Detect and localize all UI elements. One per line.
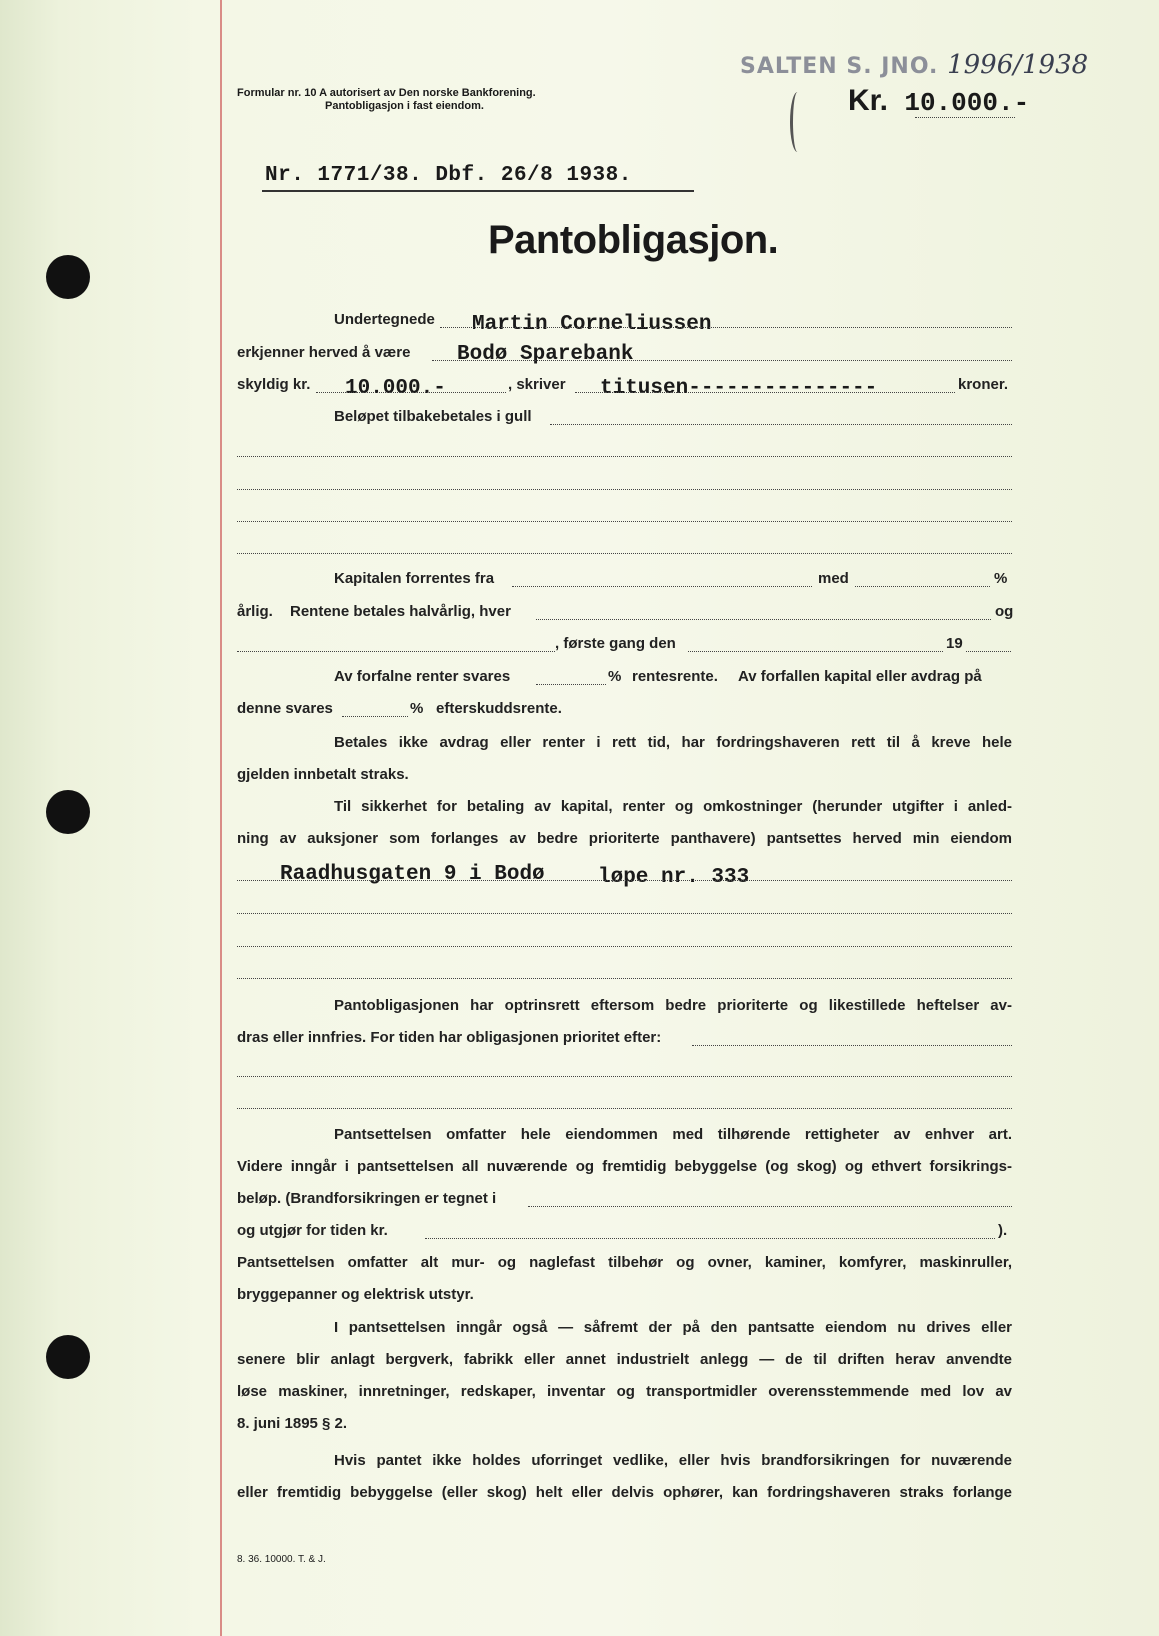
optrinsrett-line — [692, 1045, 1012, 1046]
utgjor-line — [425, 1238, 995, 1239]
year-19-label: 19 — [946, 635, 963, 652]
med-label: med — [818, 570, 849, 587]
omfatter-line1: Pantsettelsen omfatter hele eiendommen med tilhørende rettigheter av enhver art. — [334, 1126, 1012, 1143]
omfatter-line4-end: ). — [998, 1222, 1008, 1239]
printer-footer: 8. 36. 10000. T. & J. — [237, 1554, 326, 1565]
omfatter-line5: Pantsettelsen omfatter alt mur- og naglefast tilbehør og ovner, kaminer, komfyrer, maskinruller, — [237, 1254, 1012, 1271]
hvis-line2: eller fremtidig bebyggelse (eller skog) helt eller delvis ophører, kan fordringshaveren straks forlange — [237, 1484, 1012, 1501]
belopet-line — [550, 424, 1012, 425]
property-line — [237, 880, 1012, 881]
skriver-label: , skriver — [508, 376, 566, 393]
optrinsrett-line1: Pantobligasjonen har optrinsrett eftersom bedre prioriterte og likestillede heftelser av- — [334, 997, 1012, 1014]
betales-line1: Betales ikke avdrag eller renter i rett tid, har fordringshaveren rett til å kreve hele — [334, 734, 1012, 751]
red-margin-line — [220, 0, 222, 1636]
skriver-value: titusen--------------- — [600, 377, 878, 400]
forste-pre-line — [237, 651, 555, 652]
property-blank-line-2 — [237, 946, 1012, 947]
skriver-line — [575, 392, 955, 393]
denne-svares-line — [342, 716, 408, 717]
amount-prefix: Kr. — [848, 84, 889, 117]
omfatter-line4: og utgjør for tiden kr. — [237, 1222, 388, 1239]
rentene-line — [536, 619, 991, 620]
kapitalen-line — [512, 586, 812, 587]
kapitalen-label: Kapitalen forrentes fra — [334, 570, 495, 587]
forste-line — [688, 651, 943, 652]
betales-line2: gjelden innbetalt straks. — [237, 766, 409, 783]
blank-line-2 — [237, 489, 1012, 490]
omfatter-line3: beløp. (Brandforsikringen er tegnet i — [237, 1190, 497, 1207]
percent-sign-2: % — [608, 668, 622, 685]
punch-hole-bottom — [46, 1335, 90, 1379]
form-header — [237, 87, 657, 113]
hvis-line1: Hvis pantet ikke holdes uforringet vedlike, eller hvis brandforsikringen for nuværende — [334, 1452, 1012, 1469]
undertegnede-label: Undertegnede — [334, 311, 435, 328]
erkjenner-line — [432, 360, 1012, 361]
property-number: løpe nr. 333 — [598, 866, 750, 889]
sikkerhet-line1: Til sikkerhet for betaling av kapital, renter og omkostninger (herunder utgifter i anled- — [334, 798, 1012, 815]
skyldig-line — [316, 392, 506, 393]
punch-hole-top — [46, 255, 90, 299]
rentene-label: Rentene betales halvårlig, hver — [290, 603, 511, 620]
blank-line-3 — [237, 521, 1012, 522]
bracket-mark — [790, 92, 805, 152]
denne-svares-label: denne svares — [237, 700, 333, 717]
year-line — [966, 651, 1011, 652]
inngar-line1: I pantsettelsen inngår også — såfremt der på den pantsatte eiendom nu drives eller — [334, 1319, 1012, 1336]
form-header-line2: Pantobligasjon i fast eiendom. — [325, 100, 484, 112]
stamp-text: SALTEN S. JNO. — [740, 54, 939, 79]
journal-stamp — [740, 50, 1088, 80]
stamp-handwritten-number: 1996/1938 — [947, 50, 1089, 80]
efterskudd-label: efterskuddsrente. — [436, 700, 562, 717]
omfatter-line2: Videre inngår i pantsettelsen all nuværende og fremtidig bebyggelse (og skog) og ethvert forsikrings- — [237, 1158, 1012, 1175]
forste-label: , første gang den — [555, 635, 676, 652]
amount-dotted-line — [915, 117, 1015, 118]
av-forfalne-label: Av forfalne renter svares — [334, 668, 511, 685]
property-address: Raadhusgaten 9 i Bodø — [280, 863, 545, 886]
property-blank-line-3 — [237, 978, 1012, 979]
erkjenner-value: Bodø Sparebank — [457, 343, 634, 366]
prioritet-blank-line-2 — [237, 1108, 1012, 1109]
arlig-label: årlig. — [237, 603, 273, 620]
inngar-line2: senere blir anlagt bergverk, fabrikk eller annet industrielt anlegg — de til driften herav anvendte — [237, 1351, 1012, 1368]
undertegnede-value: Martin Corneliussen — [472, 313, 712, 336]
prioritet-blank-line-1 — [237, 1076, 1012, 1077]
kroner-label: kroner. — [958, 376, 1009, 393]
registration-number: Nr. 1771/38. Dbf. 26/8 1938. — [265, 164, 632, 187]
registration-underline — [262, 190, 694, 192]
optrinsrett-line2: dras eller innfries. For tiden har obligasjonen prioritet efter: — [237, 1029, 662, 1046]
med-line — [855, 586, 990, 587]
belopet-label: Beløpet tilbakebetales i gull — [334, 408, 532, 425]
percent-sign-3: % — [410, 700, 424, 717]
percent-sign-1: % — [994, 570, 1008, 587]
amount-value: 10.000.- — [904, 88, 1030, 118]
punch-hole-middle — [46, 790, 90, 834]
og-label: og — [995, 603, 1014, 620]
undertegnede-line — [440, 327, 1012, 328]
skyldig-value: 10.000.- — [345, 377, 446, 400]
property-blank-line-1 — [237, 913, 1012, 914]
inngar-line4: 8. juni 1895 § 2. — [237, 1415, 348, 1432]
av-forfalne-line — [536, 684, 606, 685]
skyldig-label: skyldig kr. — [237, 376, 311, 393]
document-title: Pantobligasjon. — [488, 218, 779, 262]
inngar-line3: løse maskiner, innretninger, redskaper, inventar og transportmidler overensstemmende med lov av — [237, 1383, 1012, 1400]
erkjenner-label: erkjenner herved å være — [237, 344, 411, 361]
omfatter-line6: bryggepanner og elektrisk utstyr. — [237, 1286, 474, 1303]
blank-line-4 — [237, 553, 1012, 554]
amount-header — [848, 84, 1029, 118]
rentesrente-label: rentesrente. — [632, 668, 718, 685]
brandforsikring-line — [528, 1206, 1012, 1207]
form-header-line1: Formular nr. 10 A autorisert av Den norske Bankforening. — [237, 87, 536, 99]
blank-line-1 — [237, 456, 1012, 457]
sikkerhet-line2: ning av auksjoner som forlanges av bedre prioriterte panthavere) pantsettes herved min eiendom — [237, 830, 1012, 847]
av-forfallen-label: Av forfallen kapital eller avdrag på — [738, 668, 982, 685]
